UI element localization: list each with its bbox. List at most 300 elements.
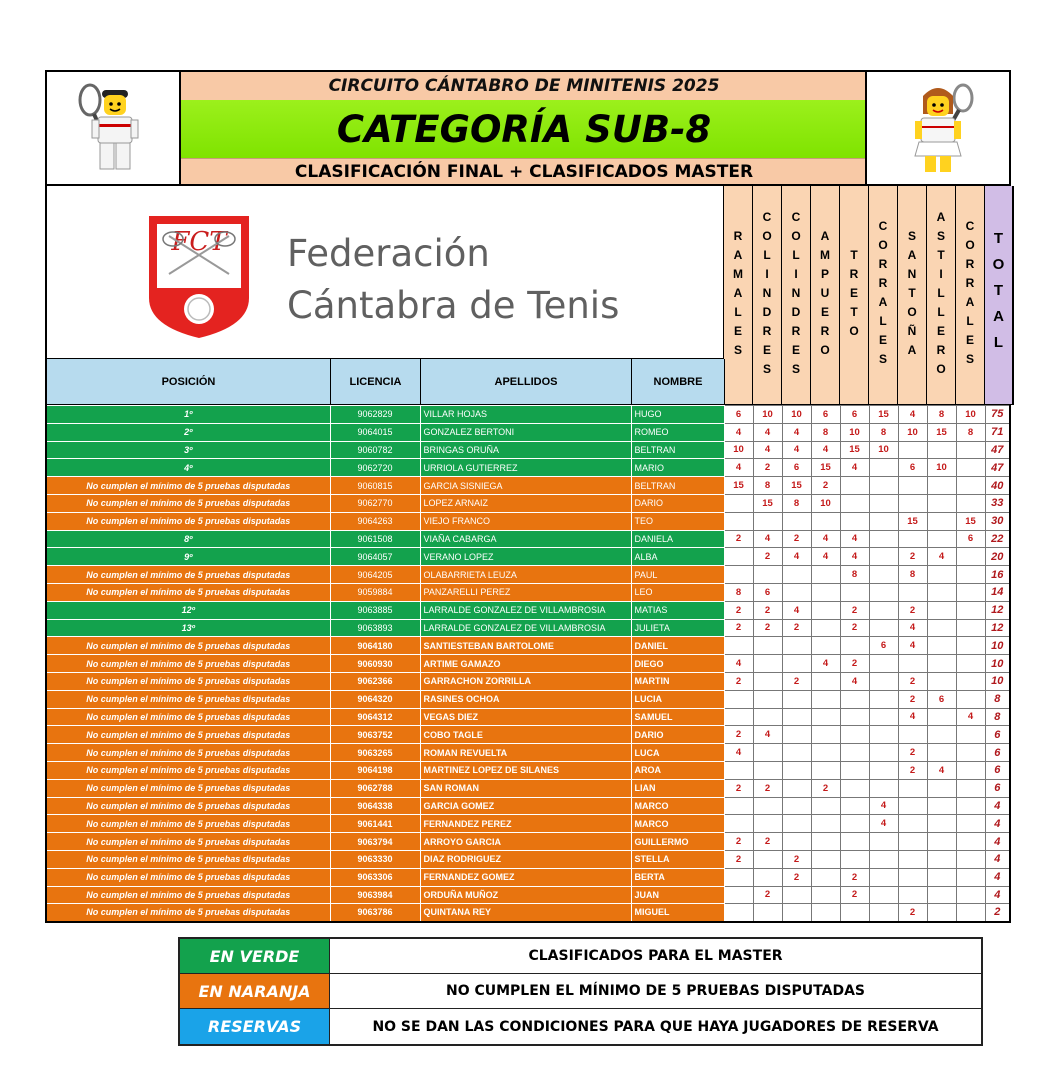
federation-logo-area xyxy=(45,186,723,359)
points-cell xyxy=(927,708,956,726)
total-cell: 4 xyxy=(985,868,1010,886)
position-cell: No cumplen el mínimo de 5 pruebas disputadas xyxy=(46,761,330,779)
table-row xyxy=(46,868,1010,886)
table-row xyxy=(46,797,1010,815)
points-cell xyxy=(782,797,811,815)
points-cell xyxy=(782,886,811,904)
points-cell xyxy=(927,815,956,833)
points-cell: 2 xyxy=(811,779,840,797)
license-cell: 9063752 xyxy=(330,726,420,744)
surname-cell: ORDUÑA MUÑOZ xyxy=(420,886,631,904)
first-name-cell: MARCO xyxy=(631,797,724,815)
points-cell: 15 xyxy=(898,512,927,530)
total-cell: 6 xyxy=(985,726,1010,744)
points-cell: 4 xyxy=(724,744,753,762)
column-header-posicion: POSICIÓN xyxy=(47,359,331,405)
surname-cell: LARRALDE GONZALEZ DE VILLAMBROSIA xyxy=(420,601,631,619)
points-cell: 8 xyxy=(753,477,782,495)
position-cell: 4º xyxy=(46,459,330,477)
table-row xyxy=(46,655,1010,673)
points-cell xyxy=(956,797,985,815)
points-cell: 10 xyxy=(956,406,985,424)
points-cell xyxy=(869,477,898,495)
points-cell: 6 xyxy=(956,530,985,548)
points-cell xyxy=(927,583,956,601)
points-cell xyxy=(956,548,985,566)
points-cell xyxy=(840,744,869,762)
points-cell: 6 xyxy=(782,459,811,477)
points-cell xyxy=(956,494,985,512)
surname-cell: VIEJO FRANCO xyxy=(420,512,631,530)
license-cell: 9062366 xyxy=(330,672,420,690)
points-cell xyxy=(869,833,898,851)
points-cell xyxy=(811,850,840,868)
points-cell: 2 xyxy=(782,672,811,690)
points-cell: 2 xyxy=(724,779,753,797)
points-cell: 2 xyxy=(840,886,869,904)
points-cell xyxy=(753,672,782,690)
points-cell: 4 xyxy=(782,423,811,441)
table-row xyxy=(46,530,1010,548)
points-cell xyxy=(811,904,840,922)
points-cell: 2 xyxy=(898,548,927,566)
points-cell xyxy=(811,708,840,726)
total-cell: 10 xyxy=(985,672,1010,690)
points-cell xyxy=(840,833,869,851)
points-cell xyxy=(956,637,985,655)
points-cell: 4 xyxy=(811,441,840,459)
points-cell xyxy=(869,583,898,601)
table-row xyxy=(46,904,1010,922)
ranking-table xyxy=(45,405,1011,923)
venue-header-ramales: RAMALES xyxy=(723,186,752,405)
table-row xyxy=(46,459,1010,477)
surname-cell: FERNANDEZ GOMEZ xyxy=(420,868,631,886)
points-cell xyxy=(724,548,753,566)
position-cell: 8º xyxy=(46,530,330,548)
points-cell xyxy=(811,637,840,655)
surname-cell: ARROYO GARCIA xyxy=(420,833,631,851)
table-row xyxy=(46,512,1010,530)
position-cell: No cumplen el mínimo de 5 pruebas disputadas xyxy=(46,904,330,922)
points-cell: 2 xyxy=(782,530,811,548)
points-cell: 4 xyxy=(782,548,811,566)
table-row xyxy=(46,548,1010,566)
points-cell xyxy=(956,672,985,690)
points-cell: 4 xyxy=(927,761,956,779)
points-cell xyxy=(724,708,753,726)
category-title: CATEGORÍA SUB-8 xyxy=(181,100,867,158)
points-cell xyxy=(898,886,927,904)
points-cell: 2 xyxy=(724,833,753,851)
points-cell xyxy=(898,779,927,797)
total-cell: 16 xyxy=(985,566,1010,584)
points-cell: 2 xyxy=(753,779,782,797)
legend-row-orange xyxy=(180,974,981,1009)
position-cell: No cumplen el mínimo de 5 pruebas disputadas xyxy=(46,566,330,584)
points-cell xyxy=(927,886,956,904)
position-cell: No cumplen el mínimo de 5 pruebas disputadas xyxy=(46,726,330,744)
points-cell xyxy=(927,904,956,922)
points-cell xyxy=(811,512,840,530)
points-cell xyxy=(869,744,898,762)
position-cell: No cumplen el mínimo de 5 pruebas disputadas xyxy=(46,494,330,512)
license-cell: 9063265 xyxy=(330,744,420,762)
first-name-cell: DANIELA xyxy=(631,530,724,548)
points-cell: 4 xyxy=(840,530,869,548)
points-cell xyxy=(956,459,985,477)
position-cell: No cumplen el mínimo de 5 pruebas disputadas xyxy=(46,797,330,815)
total-cell: 40 xyxy=(985,477,1010,495)
table-row xyxy=(46,815,1010,833)
first-name-cell: BELTRAN xyxy=(631,477,724,495)
points-cell xyxy=(811,566,840,584)
table-row xyxy=(46,637,1010,655)
points-cell xyxy=(840,637,869,655)
license-cell: 9064198 xyxy=(330,761,420,779)
points-cell: 10 xyxy=(753,406,782,424)
points-cell: 4 xyxy=(724,459,753,477)
position-cell: No cumplen el mínimo de 5 pruebas disputadas xyxy=(46,850,330,868)
header-banner xyxy=(45,70,1011,186)
position-cell: No cumplen el mínimo de 5 pruebas disputadas xyxy=(46,637,330,655)
points-cell xyxy=(927,566,956,584)
total-cell: 6 xyxy=(985,744,1010,762)
points-cell: 2 xyxy=(840,619,869,637)
license-cell: 9062720 xyxy=(330,459,420,477)
points-cell xyxy=(840,850,869,868)
points-cell: 2 xyxy=(724,619,753,637)
points-cell xyxy=(840,708,869,726)
license-cell: 9062829 xyxy=(330,406,420,424)
total-cell: 47 xyxy=(985,441,1010,459)
table-row xyxy=(46,708,1010,726)
points-cell xyxy=(811,833,840,851)
legend-value-reserves: NO SE DAN LAS CONDICIONES PARA QUE HAYA JUGADORES DE RESERVA xyxy=(330,1009,981,1044)
boy-tennis-player-icon xyxy=(47,72,181,184)
points-cell xyxy=(869,459,898,477)
points-cell: 10 xyxy=(782,406,811,424)
total-cell: 33 xyxy=(985,494,1010,512)
license-cell: 9063984 xyxy=(330,886,420,904)
points-cell xyxy=(782,512,811,530)
points-cell xyxy=(782,744,811,762)
points-cell: 8 xyxy=(811,423,840,441)
points-cell xyxy=(724,868,753,886)
points-cell: 2 xyxy=(753,886,782,904)
points-cell xyxy=(753,904,782,922)
points-cell xyxy=(898,655,927,673)
table-row xyxy=(46,833,1010,851)
points-cell xyxy=(956,886,985,904)
points-cell xyxy=(898,494,927,512)
federation-name-line1: Federación xyxy=(287,232,490,275)
total-cell: 6 xyxy=(985,779,1010,797)
points-cell xyxy=(927,530,956,548)
points-cell: 15 xyxy=(956,512,985,530)
points-cell xyxy=(956,744,985,762)
table-row xyxy=(46,744,1010,762)
first-name-cell: DIEGO xyxy=(631,655,724,673)
points-cell xyxy=(753,850,782,868)
points-cell xyxy=(811,601,840,619)
venue-header-astillero: ASTILLERO xyxy=(926,186,955,405)
points-cell xyxy=(898,583,927,601)
license-cell: 9061508 xyxy=(330,530,420,548)
points-cell: 2 xyxy=(753,833,782,851)
points-cell xyxy=(869,530,898,548)
table-row xyxy=(46,601,1010,619)
surname-cell: VILLAR HOJAS xyxy=(420,406,631,424)
points-cell xyxy=(811,761,840,779)
total-cell: 12 xyxy=(985,619,1010,637)
points-cell xyxy=(927,797,956,815)
total-cell: 2 xyxy=(985,904,1010,922)
surname-cell: MARTINEZ LOPEZ DE SILANES xyxy=(420,761,631,779)
points-cell xyxy=(869,726,898,744)
points-cell: 2 xyxy=(840,601,869,619)
column-header-apellidos: APELLIDOS xyxy=(421,359,632,405)
license-cell: 9060815 xyxy=(330,477,420,495)
first-name-cell: JUAN xyxy=(631,886,724,904)
points-cell: 4 xyxy=(811,655,840,673)
points-cell xyxy=(724,566,753,584)
table-row xyxy=(46,850,1010,868)
points-cell xyxy=(956,779,985,797)
points-cell: 6 xyxy=(724,406,753,424)
position-cell: No cumplen el mínimo de 5 pruebas disputadas xyxy=(46,868,330,886)
points-cell xyxy=(956,619,985,637)
points-cell: 8 xyxy=(840,566,869,584)
position-cell: No cumplen el mínimo de 5 pruebas disputadas xyxy=(46,833,330,851)
position-cell: No cumplen el mínimo de 5 pruebas disputadas xyxy=(46,886,330,904)
surname-cell: GARCIA GOMEZ xyxy=(420,797,631,815)
points-cell: 2 xyxy=(898,904,927,922)
points-cell xyxy=(840,797,869,815)
surname-cell: GONZALEZ BERTONI xyxy=(420,423,631,441)
total-cell: 22 xyxy=(985,530,1010,548)
venue-header-colindres-1: COLINDRES xyxy=(752,186,781,405)
first-name-cell: LEO xyxy=(631,583,724,601)
position-cell: No cumplen el mínimo de 5 pruebas disputadas xyxy=(46,512,330,530)
points-cell xyxy=(724,797,753,815)
position-cell: 1º xyxy=(46,406,330,424)
legend-key-reserves: RESERVAS xyxy=(180,1009,330,1044)
surname-cell: ARTIME GAMAZO xyxy=(420,655,631,673)
points-cell xyxy=(869,601,898,619)
points-cell: 8 xyxy=(724,583,753,601)
points-cell xyxy=(811,690,840,708)
points-cell: 15 xyxy=(782,477,811,495)
points-cell: 8 xyxy=(869,423,898,441)
total-cell: 4 xyxy=(985,815,1010,833)
first-name-cell: STELLA xyxy=(631,850,724,868)
points-cell xyxy=(782,583,811,601)
points-cell xyxy=(956,566,985,584)
surname-cell: FERNANDEZ PEREZ xyxy=(420,815,631,833)
points-cell xyxy=(840,761,869,779)
points-cell: 8 xyxy=(898,566,927,584)
points-cell xyxy=(782,726,811,744)
points-cell xyxy=(927,868,956,886)
venue-header-corrales-2: CORRALES xyxy=(955,186,984,405)
points-cell xyxy=(956,868,985,886)
points-cell: 4 xyxy=(898,406,927,424)
total-cell: 6 xyxy=(985,761,1010,779)
girl-tennis-player-icon xyxy=(865,72,1009,184)
points-cell xyxy=(927,601,956,619)
points-cell: 2 xyxy=(898,672,927,690)
points-cell xyxy=(724,904,753,922)
points-cell: 4 xyxy=(840,672,869,690)
first-name-cell: AROA xyxy=(631,761,724,779)
venue-header-treto: TRETO xyxy=(839,186,868,405)
points-cell: 4 xyxy=(869,815,898,833)
points-cell xyxy=(840,815,869,833)
points-cell: 6 xyxy=(811,406,840,424)
first-name-cell: TEO xyxy=(631,512,724,530)
points-cell: 2 xyxy=(753,601,782,619)
points-cell: 15 xyxy=(811,459,840,477)
points-cell xyxy=(898,726,927,744)
first-name-cell: BELTRAN xyxy=(631,441,724,459)
position-cell: No cumplen el mínimo de 5 pruebas disputadas xyxy=(46,708,330,726)
total-cell: 8 xyxy=(985,690,1010,708)
points-cell xyxy=(956,850,985,868)
points-cell: 10 xyxy=(898,423,927,441)
points-cell xyxy=(898,477,927,495)
license-cell: 9064312 xyxy=(330,708,420,726)
points-cell xyxy=(811,619,840,637)
points-cell: 2 xyxy=(898,690,927,708)
points-cell xyxy=(956,690,985,708)
points-cell xyxy=(869,512,898,530)
table-row xyxy=(46,690,1010,708)
points-cell: 4 xyxy=(753,530,782,548)
points-cell xyxy=(782,833,811,851)
first-name-cell: DANIEL xyxy=(631,637,724,655)
points-cell xyxy=(927,726,956,744)
license-cell: 9062788 xyxy=(330,779,420,797)
legend-value-orange: NO CUMPLEN EL MÍNIMO DE 5 PRUEBAS DISPUTADAS xyxy=(330,974,981,1008)
points-cell: 4 xyxy=(724,423,753,441)
position-cell: 2º xyxy=(46,423,330,441)
points-cell xyxy=(956,441,985,459)
license-cell: 9063330 xyxy=(330,850,420,868)
total-cell: 14 xyxy=(985,583,1010,601)
first-name-cell: LUCIA xyxy=(631,690,724,708)
table-row xyxy=(46,406,1010,424)
points-cell: 2 xyxy=(782,850,811,868)
points-cell xyxy=(782,779,811,797)
table-row xyxy=(46,423,1010,441)
title-block xyxy=(181,72,867,184)
points-cell: 2 xyxy=(724,726,753,744)
position-cell: No cumplen el mínimo de 5 pruebas disputadas xyxy=(46,690,330,708)
venue-header-ampuero: AMPUERO xyxy=(810,186,839,405)
total-cell: 47 xyxy=(985,459,1010,477)
first-name-cell: JULIETA xyxy=(631,619,724,637)
points-cell xyxy=(956,904,985,922)
position-cell: No cumplen el mínimo de 5 pruebas disputadas xyxy=(46,815,330,833)
legend-row-green xyxy=(180,939,981,974)
points-cell xyxy=(927,441,956,459)
points-cell xyxy=(811,672,840,690)
points-cell xyxy=(840,477,869,495)
license-cell: 9064263 xyxy=(330,512,420,530)
venue-header-colindres-2: COLINDRES xyxy=(781,186,810,405)
legend-value-green: CLASIFICADOS PARA EL MASTER xyxy=(330,939,981,973)
points-cell xyxy=(753,868,782,886)
points-cell: 8 xyxy=(927,406,956,424)
points-cell: 6 xyxy=(898,459,927,477)
classification-subtitle: CLASIFICACIÓN FINAL + CLASIFICADOS MASTER xyxy=(181,158,867,184)
venue-header-santona: SANTOÑA xyxy=(897,186,926,405)
points-cell xyxy=(869,619,898,637)
surname-cell: QUINTANA REY xyxy=(420,904,631,922)
points-cell: 4 xyxy=(898,708,927,726)
surname-cell: SANTIESTEBAN BARTOLOME xyxy=(420,637,631,655)
points-cell xyxy=(869,548,898,566)
points-cell xyxy=(753,512,782,530)
points-cell: 4 xyxy=(898,619,927,637)
surname-cell: ROMAN REVUELTA xyxy=(420,744,631,762)
surname-cell: VIAÑA CABARGA xyxy=(420,530,631,548)
total-cell: 8 xyxy=(985,708,1010,726)
svg-text:FCT: FCT xyxy=(171,227,227,257)
points-cell xyxy=(782,566,811,584)
points-cell: 6 xyxy=(927,690,956,708)
points-cell: 2 xyxy=(782,868,811,886)
total-cell: 71 xyxy=(985,423,1010,441)
points-cell: 10 xyxy=(724,441,753,459)
points-cell xyxy=(956,477,985,495)
license-cell: 9064320 xyxy=(330,690,420,708)
first-name-cell: DARIO xyxy=(631,494,724,512)
table-row xyxy=(46,726,1010,744)
surname-cell: VEGAS DIEZ xyxy=(420,708,631,726)
points-cell: 4 xyxy=(869,797,898,815)
surname-cell: LARRALDE GONZALEZ DE VILLAMBROSIA xyxy=(420,619,631,637)
first-name-cell: PAUL xyxy=(631,566,724,584)
points-cell xyxy=(956,655,985,673)
legend-key-orange: EN NARANJA xyxy=(180,974,330,1008)
points-cell: 2 xyxy=(724,601,753,619)
points-cell xyxy=(811,868,840,886)
points-cell xyxy=(956,761,985,779)
points-cell: 2 xyxy=(753,459,782,477)
total-cell: 12 xyxy=(985,601,1010,619)
license-cell: 9061441 xyxy=(330,815,420,833)
table-row xyxy=(46,619,1010,637)
license-cell: 9062770 xyxy=(330,494,420,512)
column-header-row xyxy=(45,359,725,405)
points-cell: 4 xyxy=(753,726,782,744)
points-cell xyxy=(869,708,898,726)
first-name-cell: LIAN xyxy=(631,779,724,797)
license-cell: 9064338 xyxy=(330,797,420,815)
position-cell: No cumplen el mínimo de 5 pruebas disputadas xyxy=(46,779,330,797)
first-name-cell: BERTA xyxy=(631,868,724,886)
license-cell: 9063893 xyxy=(330,619,420,637)
points-cell xyxy=(811,583,840,601)
points-cell xyxy=(724,815,753,833)
points-cell xyxy=(927,512,956,530)
points-cell xyxy=(840,726,869,744)
points-cell xyxy=(782,815,811,833)
column-header-nombre: NOMBRE xyxy=(632,359,725,405)
total-cell: 10 xyxy=(985,637,1010,655)
